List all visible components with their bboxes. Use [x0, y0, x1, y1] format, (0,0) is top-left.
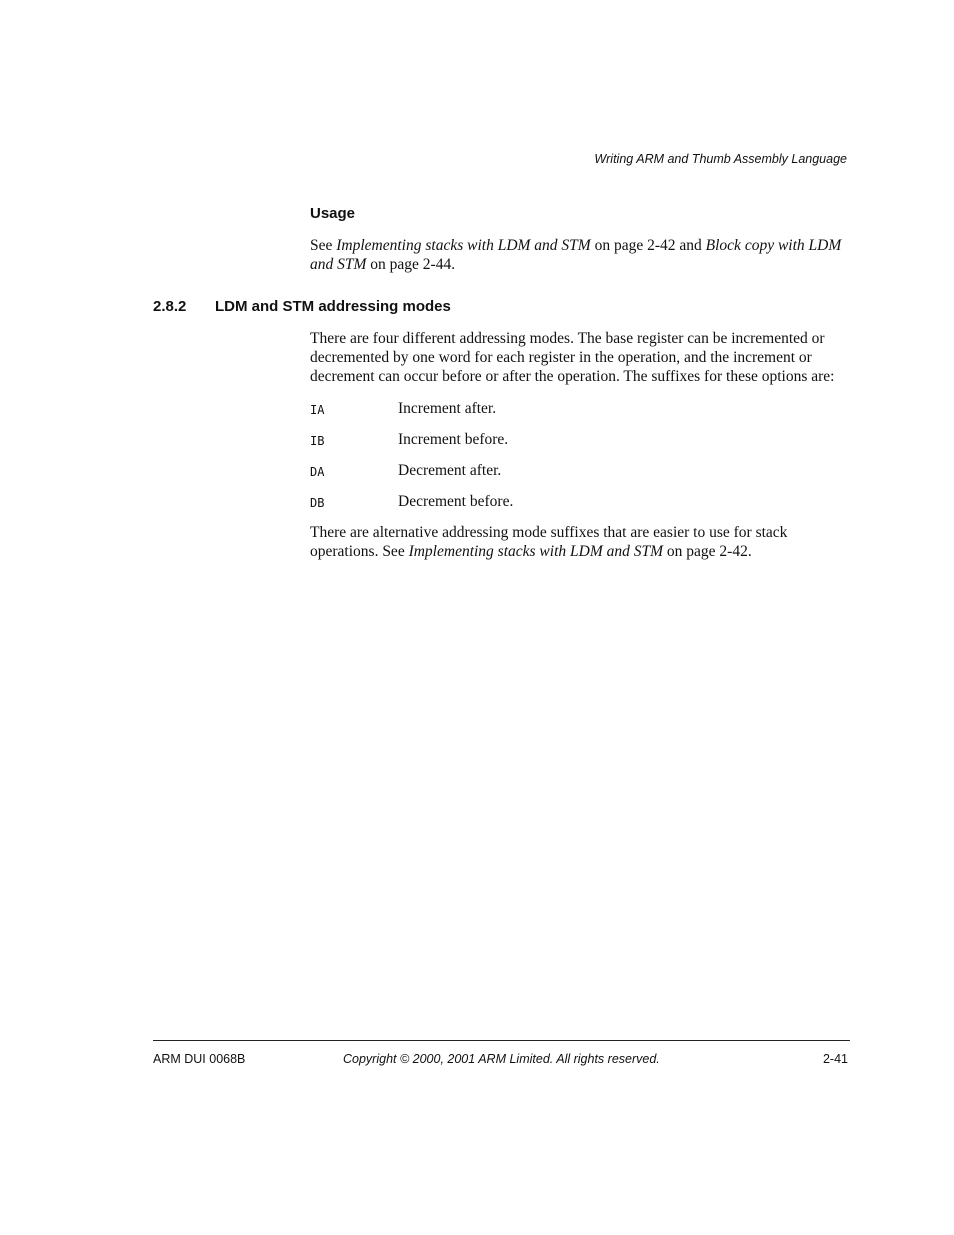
suffix-description: Decrement before.: [398, 493, 514, 510]
alt-text: There are alternative addressing mode suffixes that are easier to use for stack operations. See: [310, 524, 788, 560]
running-header: Writing ARM and Thumb Assembly Language: [594, 152, 847, 166]
section-number: 2.8.2: [153, 298, 187, 315]
link-implementing-stacks-2[interactable]: Implementing stacks with LDM and STM: [408, 543, 664, 560]
suffix-code: DA: [310, 465, 325, 479]
document-id: ARM DUI 0068B: [153, 1052, 246, 1066]
intro-paragraph: There are four different addressing modes. The base register can be incremented or decremented by one word for each register in the operation, and the increment or decrement can occur before or after the operation. The suffixes for these options are:: [310, 330, 835, 385]
usage-heading: Usage: [310, 205, 356, 222]
suffix-code: DB: [310, 496, 325, 510]
usage-mid-text: on page 2-42 and: [590, 237, 706, 254]
suffix-code: IB: [310, 434, 325, 448]
alternative-suffixes-paragraph: [310, 523, 855, 561]
suffix-description: Increment before.: [398, 431, 509, 448]
suffix-description: Decrement after.: [398, 462, 502, 479]
link-block-copy[interactable]: Block copy with LDM and STM: [310, 237, 842, 273]
footer-divider: [153, 1040, 850, 1041]
suffix-description: Increment after.: [398, 400, 497, 417]
page-footer: [153, 1052, 850, 1068]
usage-paragraph: [310, 236, 855, 274]
usage-end-text: on page 2-44.: [366, 256, 456, 273]
section-heading: [153, 298, 451, 315]
usage-see-text: See: [310, 237, 337, 254]
copyright-notice: Copyright © 2000, 2001 ARM Limited. All rights reserved.: [343, 1052, 660, 1066]
section-title: LDM and STM addressing modes: [215, 298, 451, 315]
page-number: 2-41: [822, 1052, 848, 1066]
alt-end-text: on page 2-42.: [663, 543, 752, 560]
suffix-code: IA: [310, 403, 325, 417]
link-implementing-stacks[interactable]: Implementing stacks with LDM and STM: [336, 237, 591, 254]
